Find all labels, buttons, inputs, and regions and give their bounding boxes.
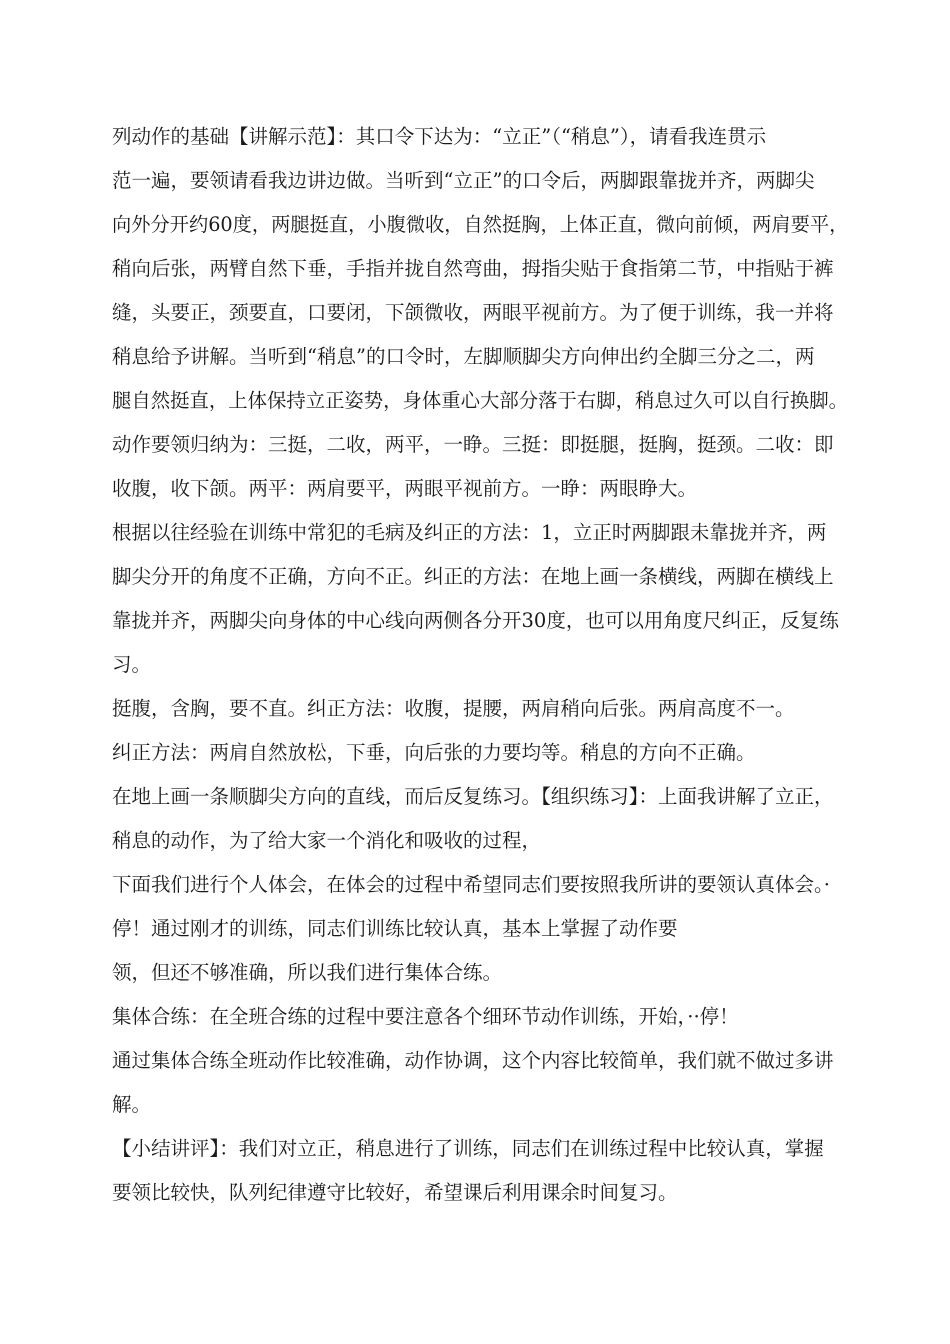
text-line: 集体合练：在全班合练的过程中要注意各个细环节动作训练，开始，··停！ bbox=[112, 1005, 739, 1028]
text-line: 习。 bbox=[112, 653, 152, 676]
text-line: 根据以往经验在训练中常犯的毛病及纠正的方法：1，立正时两脚跟未靠拢并齐，两 bbox=[112, 521, 827, 544]
text-line: 范一遍，要领请看我边讲边做。当听到“立正”的口令后，两脚跟靠拢并齐，两脚尖 bbox=[112, 169, 815, 192]
text-line: 【小结讲评】：我们对立正，稍息进行了训练，同志们在训练过程中比较认真，掌握 bbox=[112, 1137, 824, 1160]
text-line: 停！通过刚才的训练，同志们训练比较认真，基本上掌握了动作要 bbox=[112, 917, 678, 940]
text-line: 靠拢并齐，两脚尖向身体的中心线向两侧各分开30度，也可以用角度尺纠正，反复练 bbox=[112, 609, 839, 632]
text-line: 领，但还不够准确，所以我们进行集体合练。 bbox=[112, 961, 503, 984]
text-line: 动作要领归纳为：三挺，二收，两平，一睁。三挺：即挺腿，挺胸，挺颈。二收：即 bbox=[112, 433, 834, 456]
text-line: 纠正方法：两肩自然放松，下垂，向后张的力要均等。稍息的方向不正确。 bbox=[112, 741, 756, 764]
text-line: 解。 bbox=[112, 1093, 152, 1116]
text-line: 在地上画一条顺脚尖方向的直线，而后反复练习。【组织练习】：上面我讲解了立正， bbox=[112, 785, 834, 808]
text-line: 脚尖分开的角度不正确，方向不正。纠正的方法：在地上画一条横线，两脚在横线上 bbox=[112, 565, 834, 588]
text-line: 收腹，收下颌。两平：两肩要平，两眼平视前方。一睁：两眼睁大。 bbox=[112, 477, 698, 500]
text-line: 稍向后张，两臂自然下垂，手指并拢自然弯曲，拇指尖贴于食指第二节，中指贴于裤 bbox=[112, 257, 834, 280]
text-line: 下面我们进行个人体会，在体会的过程中希望同志们要按照我所讲的要领认真体会。· bbox=[112, 873, 830, 896]
text-line: 稍息的动作，为了给大家一个消化和吸收的过程， bbox=[112, 829, 542, 852]
text-line: 通过集体合练全班动作比较准确，动作协调，这个内容比较简单，我们就不做过多讲 bbox=[112, 1049, 834, 1072]
text-line: 挺腹，含胸，要不直。纠正方法：收腹，提腰，两肩稍向后张。两肩高度不一。 bbox=[112, 697, 795, 720]
text-line: 缝，头要正，颈要直，口要闭，下颌微收，两眼平视前方。为了便于训练，我一并将 bbox=[112, 301, 834, 324]
text-line: 列动作的基础【讲解示范】：其口令下达为：“立正”（“稍息”），请看我连贯示 bbox=[112, 125, 767, 148]
text-line: 稍息给予讲解。当听到“稍息”的口令时，左脚顺脚尖方向伸出约全脚三分之二，两 bbox=[112, 345, 815, 368]
text-line: 要领比较快，队列纪律遵守比较好，希望课后利用课余时间复习。 bbox=[112, 1181, 678, 1204]
text-line: 腿自然挺直，上体保持立正姿势，身体重心大部分落于右脚，稍息过久可以自行换脚。 bbox=[112, 389, 849, 412]
text-line: 向外分开约60度，两腿挺直，小腹微收，自然挺胸，上体正直，微向前倾，两肩要平， bbox=[112, 213, 849, 236]
